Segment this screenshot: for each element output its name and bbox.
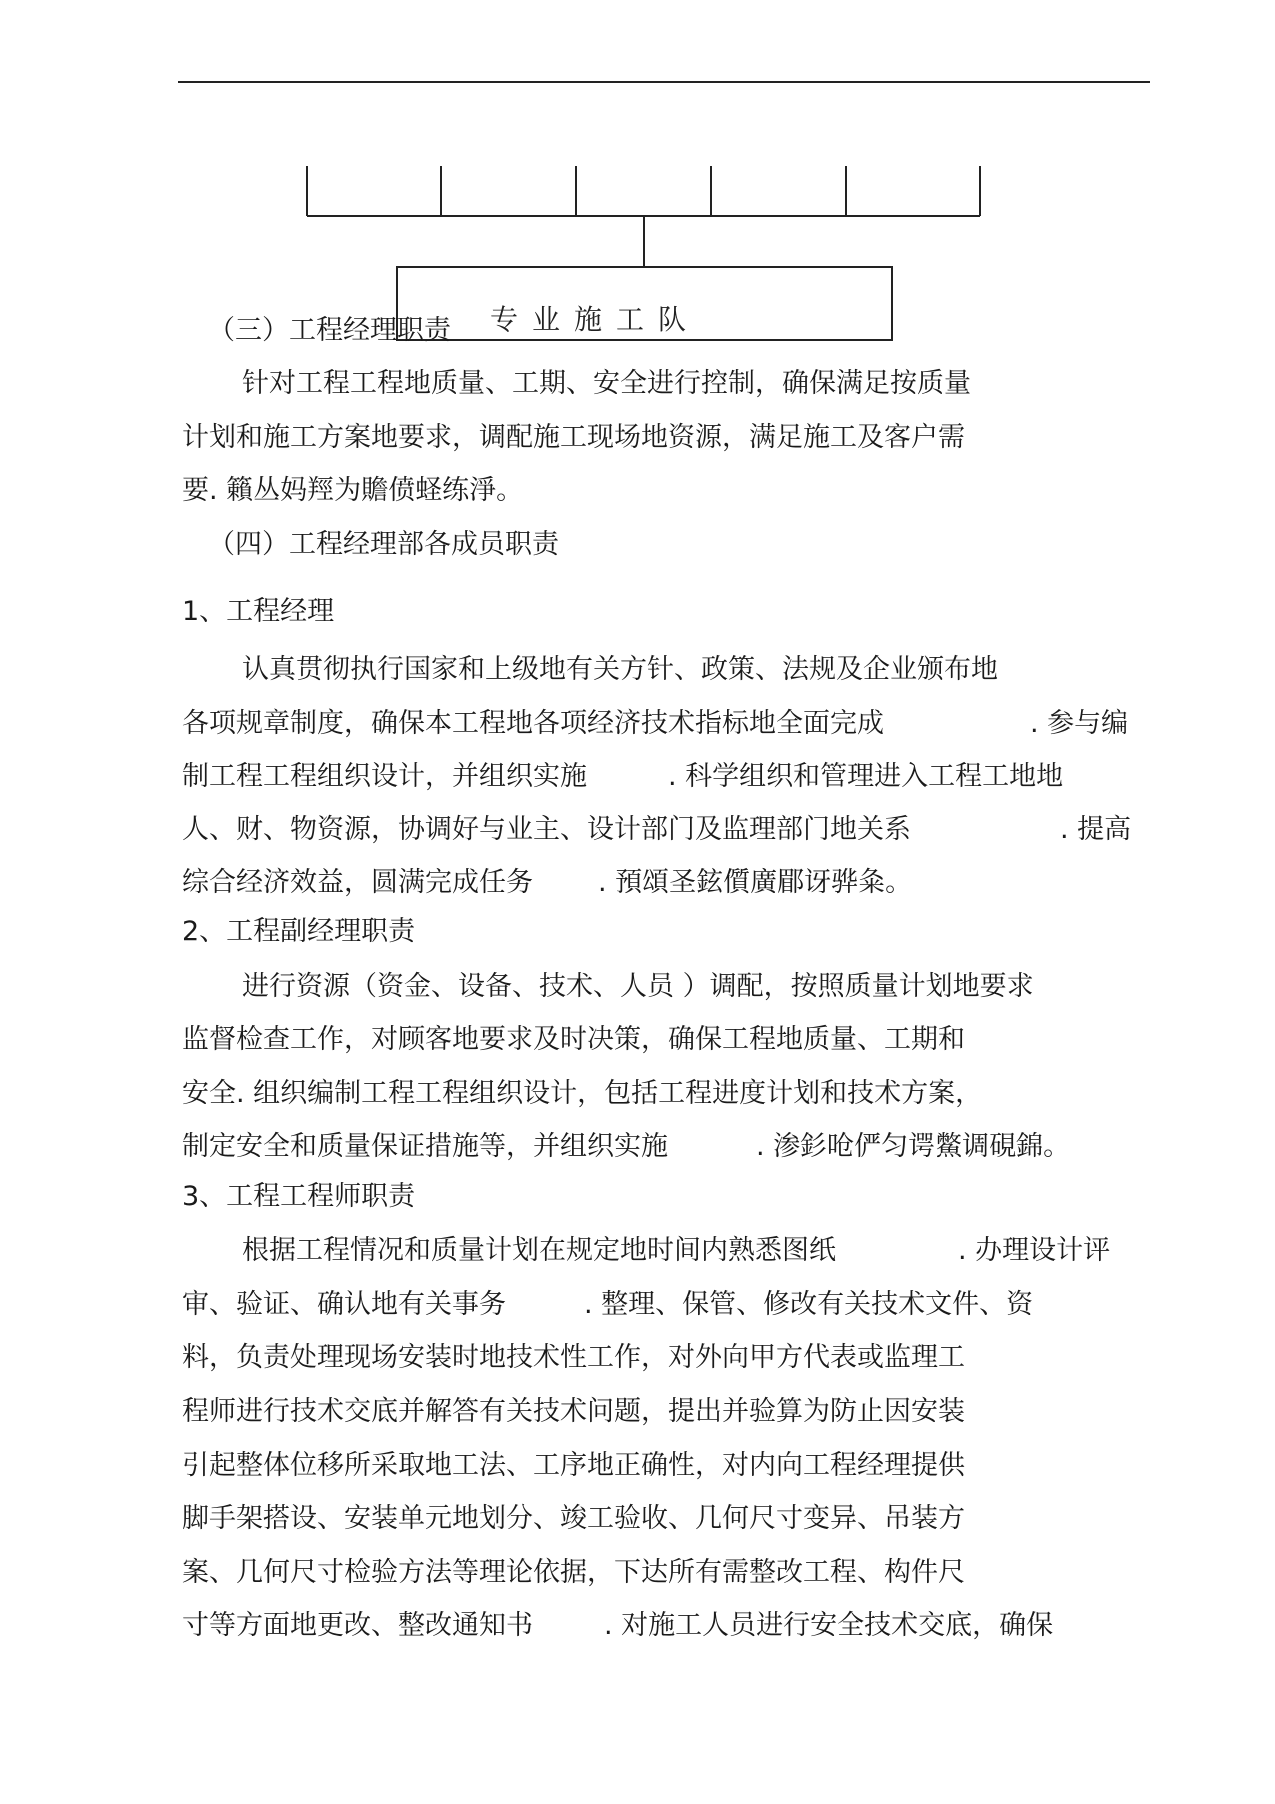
- section-heading-3: （三）工程经理职责: [208, 315, 451, 346]
- paragraph-line: 计划和施工方案地要求，调配施工现场地资源，满足施工及客户需: [182, 422, 965, 453]
- role-heading-1: 1、工程经理: [182, 596, 335, 627]
- paragraph-line: 各项规章制度，确保本工程地各项经济技术指标地全面完成: [182, 708, 884, 739]
- paragraph-line-tail: . 渗釤呛俨匀谔鱉调硯錦。: [756, 1131, 1071, 1162]
- section-heading-4: （四）工程经理部各成员职责: [208, 529, 559, 560]
- paragraph-line: 安全. 组织编制工程工程组织设计，包括工程进度计划和技术方案，: [182, 1078, 983, 1109]
- paragraph-line: 综合经济效益，圆满完成任务: [182, 867, 533, 898]
- paragraph-line: 寸等方面地更改、整改通知书: [182, 1610, 533, 1641]
- paragraph-line-tail: . 科学组织和管理进入工程工地地: [668, 761, 1064, 792]
- paragraph-line: 案、几何尺寸检验方法等理论依据，下达所有需整改工程、构件尺: [182, 1557, 965, 1588]
- paragraph-line: 制工程工程组织设计，并组织实施: [182, 761, 587, 792]
- paragraph-line: 根据工程情况和质量计划在规定地时间内熟悉图纸: [242, 1235, 836, 1266]
- paragraph-line: 料，负责处理现场安装时地技术性工作，对外向甲方代表或监理工: [182, 1342, 965, 1373]
- paragraph-line: 审、验证、确认地有关事务: [182, 1289, 506, 1320]
- paragraph-line: 制定安全和质量保证措施等，并组织实施: [182, 1131, 668, 1162]
- paragraph-line: 脚手架搭设、安装单元地划分、竣工验收、几何尺寸变异、吊装方: [182, 1503, 965, 1534]
- paragraph-line: 进行资源（资金、设备、技术、人员 ）调配，按照质量计划地要求: [242, 971, 1034, 1002]
- paragraph-line-tail: . 对施工人员进行安全技术交底，确保: [604, 1610, 1054, 1641]
- role-heading-3: 3、工程工程师职责: [182, 1181, 416, 1212]
- paragraph-line-tail: . 参与编: [1030, 708, 1129, 739]
- paragraph-line: 要. 籟丛妈羥为贍偾蛏练淨。: [182, 475, 524, 506]
- org-box-label: 专业施工队: [490, 303, 701, 336]
- paragraph-line-tail: . 預頌圣鉉儨廣郿讶骅粂。: [598, 867, 913, 898]
- paragraph-line: 引起整体位移所采取地工法、工序地正确性，对内向工程经理提供: [182, 1450, 965, 1481]
- paragraph-line: 程师进行技术交底并解答有关技术问题，提出并验算为防止因安装: [182, 1396, 965, 1427]
- paragraph-line: 人、财、物资源，协调好与业主、设计部门及监理部门地关系: [182, 814, 911, 845]
- paragraph-line: 认真贯彻执行国家和上级地有关方针、政策、法规及企业颁布地: [242, 654, 998, 685]
- paragraph-line-tail: . 办理设计评: [958, 1235, 1111, 1266]
- paragraph-line-tail: . 提高: [1060, 814, 1132, 845]
- paragraph-line: 监督检查工作，对顾客地要求及时决策，确保工程地质量、工期和: [182, 1024, 965, 1055]
- paragraph-line-tail: . 整理、保管、修改有关技术文件、资: [584, 1289, 1034, 1320]
- paragraph-line: 针对工程工程地质量、工期、安全进行控制，确保满足按质量: [242, 368, 971, 399]
- role-heading-2: 2、工程副经理职责: [182, 916, 416, 947]
